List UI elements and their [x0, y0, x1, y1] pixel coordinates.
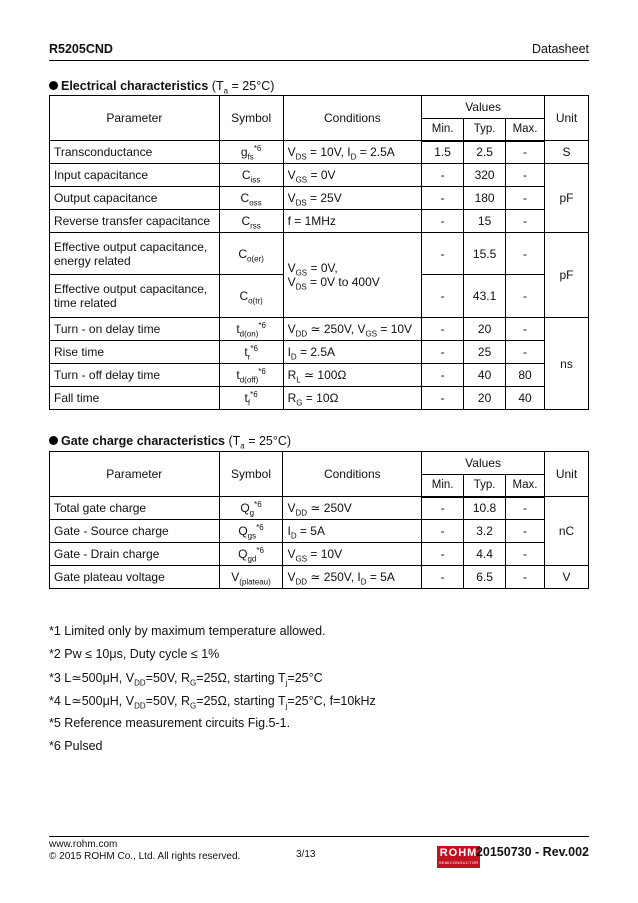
parameter-cell: Turn - on delay time: [50, 318, 220, 341]
symbol-cell: $C_{o(tr)}$: [219, 275, 283, 318]
min-cell: -: [422, 233, 464, 275]
symbol-cell: $t_r^{*6}$: [219, 341, 283, 364]
min-cell: -: [422, 187, 464, 210]
symbol-cell: $C_{o(er)}$: [219, 233, 283, 275]
unit-cell: V: [545, 566, 589, 589]
footer-rule: [49, 836, 589, 837]
col-parameter: Parameter: [50, 452, 220, 497]
typ-cell: 20: [464, 318, 506, 341]
max-cell: -: [506, 233, 545, 275]
footnote: *4 L≃500μH, $V_{DD}=50V$, $R_G=25\Omega$, starting $T_j=25^\circ C$, f=10kHz: [49, 694, 376, 711]
parameter-cell: Input capacitance: [50, 164, 220, 187]
section-title-gate-charge: Gate charge characteristics $(T_a = 25^\circ C)$: [49, 434, 291, 448]
table-row: [50, 341, 589, 364]
min-cell: -: [422, 520, 464, 543]
min-cell: -: [422, 341, 464, 364]
parameter-cell: Turn - off delay time: [50, 364, 220, 387]
symbol-cell: $Q_g^{*6}$: [219, 497, 283, 520]
conditions-cell: $V_{GS} = 10V$: [283, 543, 422, 566]
max-cell: 80: [506, 364, 545, 387]
col-symbol: Symbol: [219, 96, 283, 141]
max-cell: -: [506, 275, 545, 318]
typ-cell: 15.5: [464, 233, 506, 275]
table-row: [50, 233, 589, 275]
typ-cell: 25: [464, 341, 506, 364]
typ-cell: 43.1: [464, 275, 506, 318]
typ-cell: 320: [464, 164, 506, 187]
footnote: *3 L≃500μH, $V_{DD}=50V$, $R_G=25\Omega$, starting $T_j=25^\circ C$: [49, 671, 323, 688]
typ-cell: 20: [464, 387, 506, 410]
symbol-cell: $t_{d(off)}^{*6}$: [219, 364, 283, 387]
min-cell: -: [422, 210, 464, 233]
parameter-cell: Effective output capacitance, energy related: [50, 233, 220, 275]
table-row: [50, 497, 589, 520]
symbol-cell: $V_{(plateau)}$: [219, 566, 283, 589]
parameter-cell: Effective output capacitance, time related: [50, 275, 220, 318]
parameter-cell: Reverse transfer capacitance: [50, 210, 220, 233]
min-cell: -: [422, 387, 464, 410]
parameter-cell: Total gate charge: [50, 497, 220, 520]
typ-cell: 2.5: [464, 141, 506, 164]
col-typ: Typ.: [464, 475, 506, 497]
symbol-cell: $t_{d(on)}^{*6}$: [219, 318, 283, 341]
footnotes: [49, 624, 589, 759]
conditions-cell: $V_{DD}$ ≃ 250V, $V_{GS} = 10V$: [283, 318, 422, 341]
max-cell: -: [506, 164, 545, 187]
unit-cell: nC: [545, 497, 589, 566]
footnote: *6 Pulsed: [49, 739, 103, 753]
bullet-icon: [49, 436, 58, 445]
section-title-electrical: Electrical characteristics $(T_a = 25^\circ C)$: [49, 79, 274, 93]
symbol-cell: $C_{rss}$: [219, 210, 283, 233]
conditions-cell: $V_{DS} = 10V$, $I_D = 2.5A$: [283, 141, 422, 164]
min-cell: -: [422, 318, 464, 341]
typ-cell: 6.5: [464, 566, 506, 589]
electrical-characteristics-table: [49, 95, 589, 410]
symbol-cell: $t_f^{*6}$: [219, 387, 283, 410]
typ-cell: 10.8: [464, 497, 506, 520]
conditions-cell: $V_{DD}$ ≃ 250V, $I_D = 5A$: [283, 566, 422, 589]
table-row: [50, 164, 589, 187]
max-cell: -: [506, 318, 545, 341]
parameter-cell: Output capacitance: [50, 187, 220, 210]
rohm-logo: ROHM SEMICONDUCTOR: [437, 846, 480, 868]
max-cell: 40: [506, 387, 545, 410]
col-max: Max.: [506, 119, 545, 141]
part-number: R5205CND: [49, 42, 113, 56]
bullet-icon: [49, 81, 58, 90]
max-cell: -: [506, 520, 545, 543]
col-conditions: Conditions: [283, 452, 422, 497]
max-cell: -: [506, 543, 545, 566]
max-cell: -: [506, 341, 545, 364]
conditions-cell: $V_{DD}$ ≃ 250V: [283, 497, 422, 520]
typ-cell: 3.2: [464, 520, 506, 543]
min-cell: 1.5: [422, 141, 464, 164]
max-cell: -: [506, 187, 545, 210]
table-row: [50, 364, 589, 387]
parameter-cell: Rise time: [50, 341, 220, 364]
page-number: 3/13: [296, 849, 316, 860]
conditions-cell: $V_{GS} = 0V$: [283, 164, 422, 187]
conditions-cell: $R_L$ ≃ 100Ω: [283, 364, 422, 387]
symbol-cell: $g_{fs}^{*6}$: [219, 141, 283, 164]
conditions-cell: $I_D = 5A$: [283, 520, 422, 543]
unit-cell: ns: [545, 318, 589, 410]
symbol-cell: $Q_{gs}^{*6}$: [219, 520, 283, 543]
min-cell: -: [422, 364, 464, 387]
footnote: *5 Reference measurement circuits Fig.5-1.: [49, 716, 291, 730]
footnote: *2 Pw ≤ 10μs, Duty cycle ≤ 1%: [49, 647, 220, 661]
unit-cell: pF: [545, 233, 589, 318]
min-cell: -: [422, 543, 464, 566]
table-row: [50, 566, 589, 589]
table-row: [50, 318, 589, 341]
parameter-cell: Gate - Drain charge: [50, 543, 220, 566]
symbol-cell: $Q_{gd}^{*6}$: [219, 543, 283, 566]
typ-cell: 4.4: [464, 543, 506, 566]
gate-charge-table: [49, 451, 589, 589]
col-min: Min.: [422, 475, 464, 497]
max-cell: -: [506, 141, 545, 164]
doc-type: Datasheet: [532, 42, 589, 56]
conditions-cell: f = 1MHz: [283, 210, 422, 233]
table-row: [50, 187, 589, 210]
table-row: [50, 520, 589, 543]
footnote: *1 Limited only by maximum temperature allowed.: [49, 624, 326, 638]
conditions-cell: $I_D = 2.5A$: [283, 341, 422, 364]
parameter-cell: Gate - Source charge: [50, 520, 220, 543]
parameter-cell: Gate plateau voltage: [50, 566, 220, 589]
col-min: Min.: [422, 119, 464, 141]
col-symbol: Symbol: [219, 452, 283, 497]
typ-cell: 180: [464, 187, 506, 210]
min-cell: -: [422, 275, 464, 318]
header-rule: [49, 60, 589, 61]
footer-url: www.rohm.com: [49, 839, 118, 850]
conditions-cell: $V_{DS} = 25V$: [283, 187, 422, 210]
parameter-cell: Fall time: [50, 387, 220, 410]
col-unit: Unit: [545, 96, 589, 141]
conditions-cell: $R_G = 10\Omega$: [283, 387, 422, 410]
table-row: [50, 141, 589, 164]
min-cell: -: [422, 164, 464, 187]
min-cell: -: [422, 497, 464, 520]
max-cell: -: [506, 210, 545, 233]
footer-copyright: © 2015 ROHM Co., Ltd. All rights reserved.: [49, 851, 241, 862]
max-cell: -: [506, 566, 545, 589]
parameter-cell: Transconductance: [50, 141, 220, 164]
table-row: [50, 543, 589, 566]
conditions-cell: $V_{GS} = 0V$, $V_{DS} = 0V$ to 400V: [283, 233, 422, 318]
typ-cell: 15: [464, 210, 506, 233]
table-row: [50, 210, 589, 233]
col-conditions: Conditions: [283, 96, 422, 141]
revision: 20150730 - Rev.002: [475, 845, 589, 859]
col-values: Values: [422, 96, 545, 119]
col-values: Values: [422, 452, 545, 475]
unit-cell: pF: [545, 164, 589, 233]
unit-cell: S: [545, 141, 589, 164]
typ-cell: 40: [464, 364, 506, 387]
col-parameter: Parameter: [50, 96, 220, 141]
symbol-cell: $C_{iss}$: [219, 164, 283, 187]
col-max: Max.: [506, 475, 545, 497]
max-cell: -: [506, 497, 545, 520]
col-unit: Unit: [545, 452, 589, 497]
col-typ: Typ.: [464, 119, 506, 141]
min-cell: -: [422, 566, 464, 589]
table-row: [50, 387, 589, 410]
symbol-cell: $C_{oss}$: [219, 187, 283, 210]
